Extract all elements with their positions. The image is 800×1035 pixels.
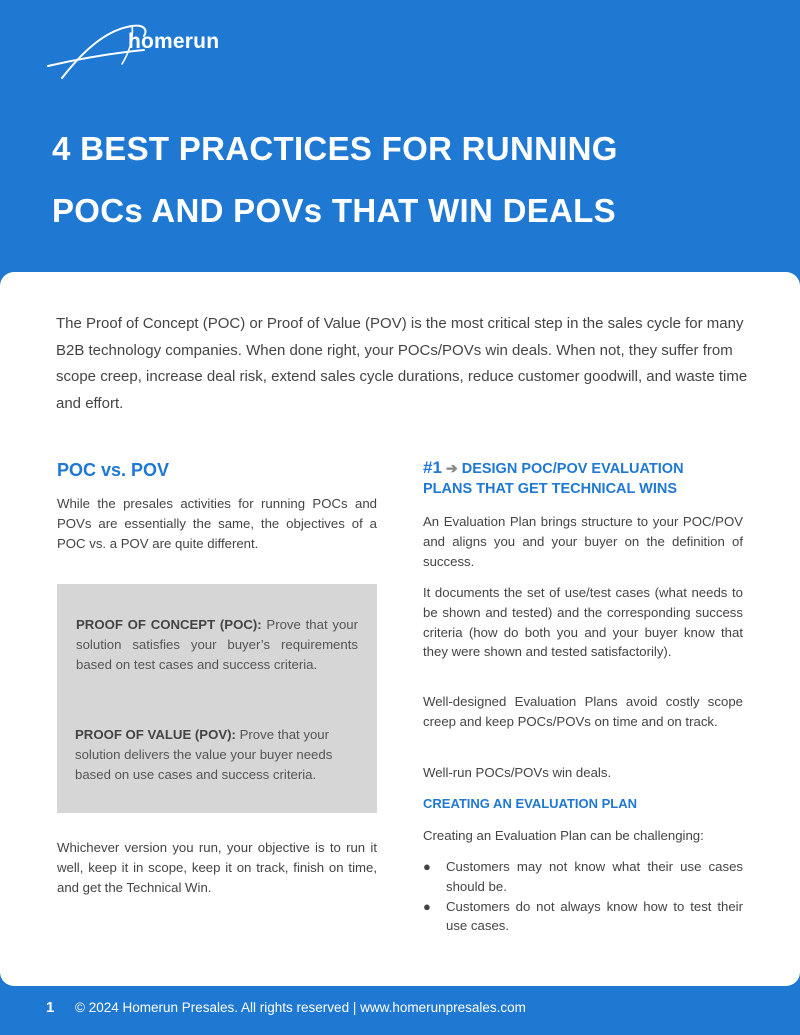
- evaluation-plan-paragraph-5: Creating an Evaluation Plan can be challenging:: [423, 828, 704, 843]
- title-line-2: POCs AND POVs THAT WIN DEALS: [52, 192, 616, 229]
- evaluation-plan-paragraph-4: Well-run POCs/POVs win deals.: [423, 765, 612, 780]
- footer-copyright: © 2024 Homerun Presales. All rights reserved | www.homerunpresales.com: [75, 1000, 526, 1015]
- poc-definition: [76, 615, 358, 675]
- subheading-creating-plan: CREATING AN EVALUATION PLAN: [423, 796, 638, 811]
- arrow-right-icon: ➔: [445, 460, 458, 476]
- pov-definition-text: Prove that your solution delivers the value your buyer needs based on use cases and success criteria.: [75, 727, 333, 782]
- bullet-icon: ●: [423, 898, 431, 914]
- poc-pov-intro-text: While the presales activities for running POCs and POVs are essentially the same, the objectives of a POC vs. a POV are quite different.: [57, 496, 377, 551]
- list-item: [423, 897, 743, 937]
- evaluation-plan-paragraph-2: It documents the set of use/test cases (what needs to be shown and tested) and the corresponding success criteria (how do both you and your buyer know that they were shown and tested satisfactorily).: [423, 585, 743, 660]
- title-line-1: 4 BEST PRACTICES FOR RUNNING: [52, 130, 618, 167]
- list-item-text: Customers may not know what their use cases should be.: [446, 859, 743, 894]
- intro-paragraph: The Proof of Concept (POC) or Proof of Value (POV) is the most critical step in the sales cycle for many B2B technology companies. When done right, your POCs/POVs win deals. When not, they suffer from scope creep, increase deal risk, extend sales cycle durations, reduce customer goodwill, and waste time and effort.: [56, 315, 748, 412]
- poc-term: PROOF OF CONCEPT (POC):: [76, 617, 262, 632]
- poc-definition-text: Prove that your solution satisfies your buyer’s requirements based on test cases and success criteria.: [76, 617, 358, 672]
- practice-number: #1: [423, 458, 442, 477]
- section-heading-poc-vs-pov: POC vs. POV: [57, 460, 170, 480]
- header-banner: [0, 0, 800, 290]
- evaluation-plan-paragraph-3: Well-designed Evaluation Plans avoid costly scope creep and keep POCs/POVs on time and on track.: [423, 694, 743, 729]
- challenges-list: [423, 857, 743, 936]
- page-title: [52, 118, 772, 242]
- heading-line-1: DESIGN POC/POV EVALUATION: [457, 461, 684, 477]
- pov-definition: [75, 725, 359, 785]
- pov-term: PROOF OF VALUE (POV):: [75, 727, 236, 742]
- evaluation-plan-paragraph-1: An Evaluation Plan brings structure to your POC/POV and aligns you and your buyer on the definition of success.: [423, 514, 743, 569]
- list-item-text: Customers do not always know how to test their use cases.: [446, 898, 743, 934]
- logo-text: homerun: [128, 30, 220, 53]
- section-heading-evaluation-plans: [423, 458, 753, 499]
- objective-text: Whichever version you run, your objective is to run it well, keep it in scope, keep it on track, finish on time, and get the Technical Win.: [57, 840, 377, 895]
- list-item: [423, 857, 743, 897]
- heading-line-2: PLANS THAT GET TECHNICAL WINS: [423, 481, 678, 497]
- page-number: 1: [46, 999, 55, 1016]
- bullet-icon: ●: [423, 859, 431, 874]
